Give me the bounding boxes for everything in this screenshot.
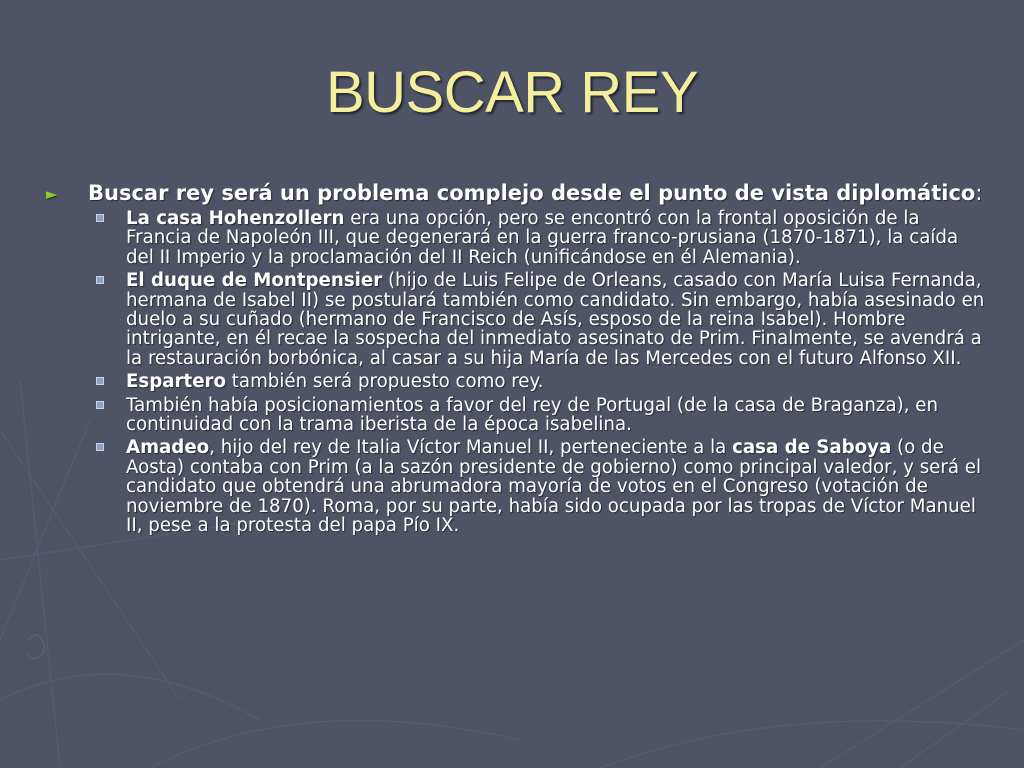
square-bullet-icon: [96, 214, 104, 222]
list-item-text: [126, 396, 985, 435]
square-bullet-icon: [96, 377, 104, 385]
list-item-amadeo: [96, 438, 985, 535]
square-bullet-icon: [96, 443, 104, 451]
list-item-text: [126, 271, 985, 368]
list-item-body: También había posicionamientos a favor del rey de Portugal (de la casa de Braganza), en continuidad con la trama iberista de la época isabelina.: [126, 394, 938, 436]
list-item-portugal: [96, 396, 985, 435]
list-item-body: era una opción, pero se encontró con la frontal oposición de la Francia de Napoleón III, que degenerará en la guerra franco-prusiana (1870-1871), la caída del II Imperio y la proclamación del II Reich (unificándose en él Alemania).: [126, 208, 959, 268]
list-item-text: [126, 438, 985, 535]
list-item-body: , hijo del rey de Italia Víctor Manuel II, perteneciente a la: [209, 437, 733, 459]
slide-content: [40, 182, 985, 540]
slide-title: BUSCAR REY: [325, 60, 699, 125]
list-item-hohenzollern: [96, 209, 985, 267]
square-bullet-icon: [96, 401, 104, 409]
sub-bullet-list: [96, 209, 985, 536]
list-item-body: (hijo de Luis Felipe de Orleans, casado con María Luisa Fernanda, hermana de Isabel II) se postulará también como candidato. Sin embargo, había asesinado en duelo a su cuñado (hermano de Francisco de Asís, esposo de la reina Isabel). Hombre intrigante, en él recae la sospecha del inmediato asesinato de Prim. Finalmente, se avendrá a la restauración borbónica, al casar a su hija María de las Mercedes con el futuro Alfonso XII.: [126, 270, 985, 369]
list-item-montpensier: [96, 271, 985, 368]
arrow-right-icon: ►: [46, 185, 58, 203]
list-item-bold: Amadeo: [126, 437, 210, 459]
main-bullet-text: [88, 182, 982, 205]
main-bullet-tail: :: [975, 181, 983, 205]
list-item-text: [126, 372, 543, 391]
list-item-body: también será propuesto como rey.: [226, 371, 544, 393]
list-item-bold: El duque de Montpensier: [126, 270, 383, 292]
list-item-bold-secondary: casa de Saboya: [732, 437, 892, 459]
list-item-espartero: [96, 372, 985, 391]
list-item-text: [126, 209, 985, 267]
main-bullet: [40, 182, 985, 205]
square-bullet-icon: [96, 276, 104, 284]
list-item-body-secondary: (o de Aosta) contaba con Prim (a la sazón presidente de gobierno) como principal valedor, y será el candidato que obtendrá una abrumadora mayoría de votos en el Congreso (votación de noviembre de 1870). Roma, por su parte, había sido ocupada por las tropas de Víctor Manuel II, pese a la protesta del papa Pío IX.: [126, 437, 982, 537]
list-item-bold: Espartero: [126, 371, 227, 393]
list-item-bold: La casa Hohenzollern: [126, 208, 345, 229]
main-bullet-bold: Buscar rey será un problema complejo desde el punto de vista diplomático: [88, 181, 976, 205]
